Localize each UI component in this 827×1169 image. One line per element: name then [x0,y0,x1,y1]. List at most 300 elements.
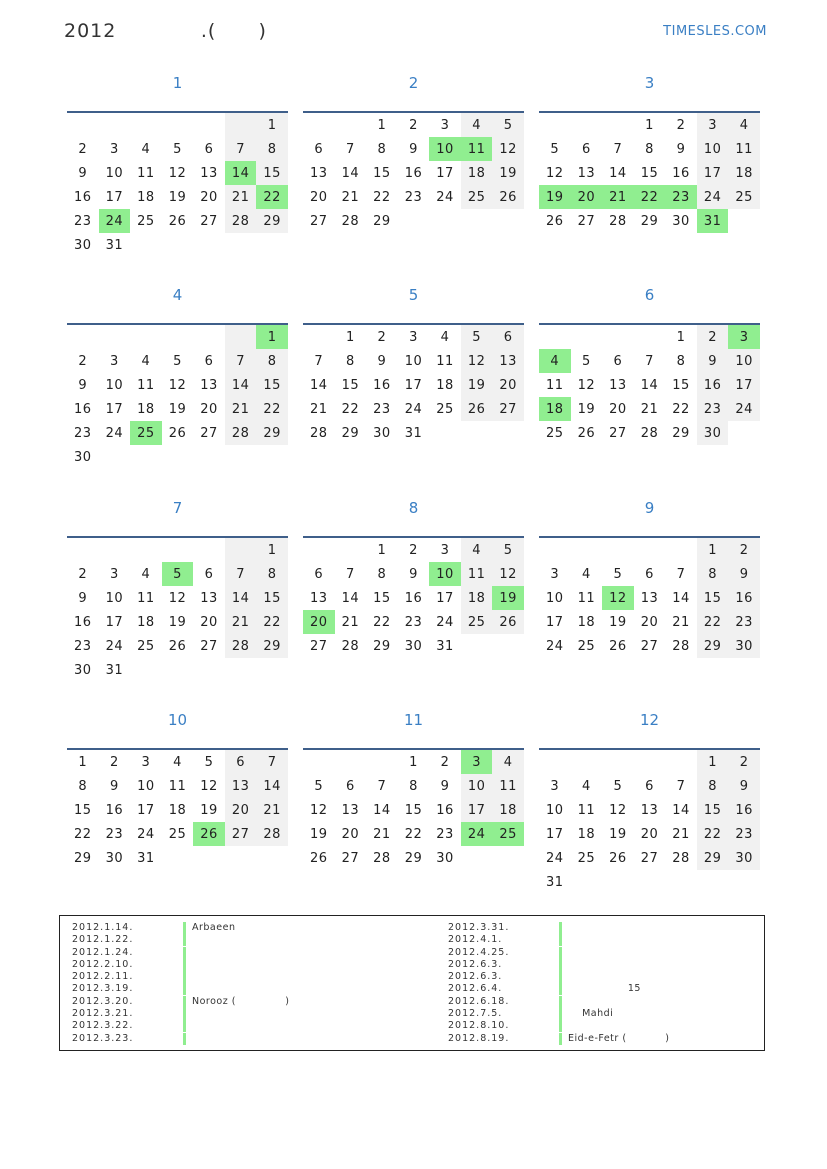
day-cell: 13 [577,165,596,181]
empty-day-cell [539,325,571,349]
event-name: Mahdi [568,1008,614,1020]
day-cell: 4 [440,329,450,345]
empty-day-cell [634,325,666,349]
day-cell: 29 [373,638,391,654]
empty-day-cell [130,445,162,469]
day-cell: 26 [168,213,187,229]
holiday-marker [183,947,186,959]
empty-day-cell [193,538,225,562]
empty-day-cell [665,750,697,774]
day-cell: 26 [577,425,596,441]
day-cell: 25 [461,185,493,209]
empty-day-cell [130,233,162,257]
day-cell: 23 [74,638,92,654]
day-cell: 18 [137,614,155,630]
day-cell: 1 [78,754,88,770]
day-cell: 22 [256,610,288,634]
day-cell: 15 [672,377,690,393]
day-cell: 8 [377,566,387,582]
day-cell: 10 [137,778,155,794]
day-cell: 18 [137,401,155,417]
day-cell: 2 [109,754,119,770]
day-cell: 5 [613,566,623,582]
day-cell: 24 [137,826,155,842]
month-name: 6 [644,286,655,304]
day-cell: 8 [256,137,288,161]
day-cell: 9 [109,778,119,794]
day-cell: 4 [141,566,151,582]
empty-day-cell [225,846,257,870]
event-row [72,947,412,959]
day-cell: 12 [492,137,524,161]
day-cell: 12 [168,377,187,393]
holiday-marker [559,971,562,983]
month-grid [303,536,524,658]
day-cell: 12 [577,377,596,393]
day-cell: 20 [200,614,218,630]
day-cell: 3 [109,566,119,582]
day-cell: 16 [404,590,423,606]
day-cell: 2 [377,329,387,345]
empty-day-cell [99,538,131,562]
empty-day-cell [99,445,131,469]
event-row [72,996,412,1008]
day-cell: 13 [609,377,627,393]
empty-day-cell [539,113,571,137]
day-cell: 21 [256,798,288,822]
event-row [72,1020,412,1032]
day-cell: 27 [310,638,328,654]
event-date: 2012.3.21. [72,1008,134,1020]
day-cell: 23 [728,610,760,634]
day-cell: 16 [105,802,124,818]
day-cell: 3 [697,113,729,137]
month-grid [67,536,288,682]
day-cell: 8 [676,353,686,369]
day-cell: 13 [341,802,360,818]
day-cell: 11 [137,165,155,181]
day-cell: 26 [609,638,627,654]
event-name: Eid-e-Fetr ( ) [568,1032,670,1044]
holiday-marker [559,1008,562,1020]
empty-day-cell [193,445,225,469]
empty-day-cell [602,113,634,137]
event-date: 2012.2.11. [72,971,134,983]
empty-day-cell [429,421,461,445]
day-cell: 29 [697,634,729,658]
day-cell: 28 [256,822,288,846]
holiday-marker [183,959,186,971]
day-cell: 9 [78,377,88,393]
day-cell: 15 [74,802,92,818]
day-cell: 13 [225,774,257,798]
holiday-marker [183,983,186,995]
day-cell: 27 [640,638,659,654]
day-cell: 19 [168,614,187,630]
day-cell: 15 [697,798,729,822]
day-cell: 22 [256,397,288,421]
day-cell: 17 [461,798,493,822]
day-cell: 31 [105,237,124,253]
day-cell: 24 [105,638,124,654]
empty-day-cell [130,658,162,682]
day-cell: 24 [461,822,493,846]
holiday-marker [559,959,562,971]
day-cell: 29 [256,421,288,445]
empty-day-cell [571,113,603,137]
day-cell: 30 [436,850,454,866]
day-cell: 11 [436,353,454,369]
day-cell: 20 [609,401,627,417]
day-cell: 27 [200,425,218,441]
empty-day-cell [492,209,524,233]
day-cell: 9 [78,590,88,606]
event-row [448,1020,788,1032]
month-name: 8 [408,499,419,517]
site-link[interactable]: TIMESLES.COM [663,24,767,39]
day-cell: 29 [256,209,288,233]
month-grid [303,111,524,233]
empty-day-cell [130,538,162,562]
day-cell: 28 [609,213,627,229]
empty-day-cell [634,750,666,774]
day-cell: 22 [74,826,92,842]
day-cell: 24 [105,425,124,441]
day-cell: 4 [461,113,493,137]
day-cell: 11 [168,778,187,794]
day-cell: 12 [602,586,634,610]
day-cell: 31 [697,209,729,233]
day-cell: 9 [409,566,418,582]
day-cell: 18 [492,798,524,822]
event-date: 2012.2.10. [72,958,134,970]
empty-day-cell [99,325,131,349]
empty-day-cell [303,750,335,774]
event-row [448,922,788,934]
day-cell: 6 [204,566,214,582]
empty-day-cell [303,538,335,562]
day-cell: 1 [645,117,654,133]
holiday-marker [559,1020,562,1032]
day-cell: 7 [377,778,387,794]
day-cell: 3 [550,778,560,794]
day-cell: 30 [105,850,124,866]
day-cell: 25 [577,850,596,866]
events-list [59,915,765,1051]
day-cell: 31 [404,425,423,441]
day-cell: 20 [200,189,218,205]
empty-day-cell [728,421,760,445]
event-name: Norooz ( ) [192,995,290,1007]
day-cell: 18 [728,161,760,185]
day-cell: 4 [173,754,182,770]
day-cell: 20 [310,189,328,205]
empty-day-cell [571,750,603,774]
month-name: 10 [167,711,188,729]
empty-day-cell [492,634,524,658]
empty-day-cell [461,209,493,233]
day-cell: 21 [640,401,659,417]
event-date: 2012.7.5. [448,1008,503,1020]
event-row [448,971,788,983]
empty-day-cell [461,634,493,658]
day-cell: 27 [341,850,360,866]
day-cell: 12 [609,802,627,818]
day-cell: 13 [200,377,218,393]
day-cell: 19 [609,614,627,630]
day-cell: 26 [461,397,493,421]
day-cell: 29 [672,425,690,441]
empty-day-cell [398,209,430,233]
day-cell: 22 [256,185,288,209]
day-cell: 22 [341,401,360,417]
empty-day-cell [162,113,194,137]
empty-day-cell [67,113,99,137]
day-cell: 23 [74,425,92,441]
day-cell: 16 [697,373,729,397]
day-cell: 6 [492,325,524,349]
day-cell: 27 [577,213,596,229]
event-date: 2012.4.25. [448,946,510,958]
day-cell: 2 [676,117,686,133]
day-cell: 4 [141,141,151,157]
empty-day-cell [256,445,288,469]
day-cell: 25 [461,610,493,634]
day-cell: 24 [546,638,564,654]
empty-day-cell [225,445,257,469]
day-cell: 9 [377,353,387,369]
day-cell: 4 [492,750,524,774]
month-grid [67,748,288,870]
day-cell: 21 [602,185,634,209]
day-cell: 15 [404,802,423,818]
day-cell: 3 [440,117,450,133]
empty-day-cell [162,846,194,870]
day-cell: 26 [546,213,564,229]
day-cell: 12 [492,562,524,586]
day-cell: 3 [550,566,560,582]
day-cell: 10 [105,377,124,393]
event-row [448,996,788,1008]
day-cell: 5 [492,113,524,137]
event-date: 2012.3.19. [72,983,134,995]
day-cell: 2 [728,538,760,562]
day-cell: 26 [492,610,524,634]
day-cell: 14 [256,774,288,798]
day-cell: 8 [697,774,729,798]
day-cell: 20 [200,401,218,417]
event-date: 2012.4.1. [448,934,503,946]
day-cell: 5 [204,754,214,770]
day-cell: 19 [200,802,218,818]
day-cell: 6 [645,778,654,794]
day-cell: 21 [373,826,391,842]
event-date: 2012.3.23. [72,1032,134,1044]
event-row [448,1033,788,1045]
day-cell: 15 [697,586,729,610]
day-cell: 6 [225,750,257,774]
empty-day-cell [697,870,729,894]
day-cell: 2 [78,141,88,157]
day-cell: 4 [461,538,493,562]
day-cell: 7 [225,562,257,586]
day-cell: 15 [341,377,360,393]
day-cell: 3 [440,542,450,558]
day-cell: 27 [225,822,257,846]
day-cell: 19 [609,826,627,842]
day-cell: 9 [728,562,760,586]
day-cell: 8 [345,353,355,369]
day-cell: 28 [640,425,659,441]
day-cell: 13 [310,590,328,606]
day-cell: 9 [676,141,686,157]
empty-day-cell [539,538,571,562]
day-cell: 20 [571,185,603,209]
empty-day-cell [461,846,493,870]
holiday-marker [183,1020,186,1032]
empty-day-cell [602,870,634,894]
day-cell: 12 [546,165,564,181]
day-cell: 4 [141,353,151,369]
day-cell: 4 [728,113,760,137]
day-cell: 31 [436,638,454,654]
empty-day-cell [162,658,194,682]
day-cell: 15 [373,165,391,181]
day-cell: 23 [105,826,124,842]
day-cell: 13 [200,590,218,606]
day-cell: 5 [550,141,560,157]
empty-day-cell [67,538,99,562]
event-row [72,971,412,983]
day-cell: 23 [74,213,92,229]
day-cell: 7 [345,566,355,582]
day-cell: 4 [581,566,591,582]
day-cell: 27 [200,213,218,229]
day-cell: 18 [577,614,596,630]
day-cell: 26 [310,850,328,866]
day-cell: 17 [436,590,454,606]
empty-day-cell [539,750,571,774]
empty-day-cell [162,325,194,349]
day-cell: 17 [404,377,423,393]
day-cell: 31 [105,662,124,678]
empty-day-cell [366,750,398,774]
holiday-marker [183,1033,186,1045]
day-cell: 24 [728,397,760,421]
month-name: 11 [403,711,424,729]
month-grid [539,111,760,233]
empty-day-cell [602,325,634,349]
event-row [448,983,788,995]
day-cell: 9 [728,774,760,798]
day-cell: 10 [429,137,461,161]
day-cell: 29 [74,850,92,866]
day-cell: 2 [78,353,88,369]
day-cell: 13 [200,165,218,181]
day-cell: 11 [728,137,760,161]
day-cell: 8 [78,778,88,794]
day-cell: 1 [256,538,288,562]
empty-day-cell [256,233,288,257]
day-cell: 7 [345,141,355,157]
empty-day-cell [193,113,225,137]
day-cell: 10 [461,774,493,798]
day-cell: 25 [492,822,524,846]
day-cell: 21 [341,189,360,205]
month-grid [539,748,760,894]
day-cell: 29 [341,425,360,441]
day-cell: 5 [461,325,493,349]
month-grid [67,323,288,469]
empty-day-cell [225,233,257,257]
events-column-left [72,922,412,1045]
day-cell: 7 [314,353,324,369]
day-cell: 8 [409,778,418,794]
day-cell: 10 [429,562,461,586]
holiday-marker [559,996,562,1008]
event-date: 2012.3.22. [72,1020,134,1032]
day-cell: 5 [613,778,623,794]
empty-day-cell [335,538,367,562]
day-cell: 11 [461,137,493,161]
day-cell: 10 [105,165,124,181]
day-cell: 22 [697,822,729,846]
day-cell: 5 [162,562,194,586]
empty-day-cell [728,870,760,894]
day-cell: 9 [440,778,450,794]
event-name: Arbaeen [192,922,236,933]
empty-day-cell [193,233,225,257]
day-cell: 21 [672,826,690,842]
day-cell: 1 [377,542,387,558]
day-cell: 8 [377,141,387,157]
day-cell: 6 [613,353,623,369]
empty-day-cell [665,538,697,562]
day-cell: 17 [105,401,124,417]
day-cell: 2 [440,754,450,770]
day-cell: 28 [672,638,690,654]
day-cell: 20 [640,826,659,842]
day-cell: 24 [436,614,454,630]
day-cell: 18 [461,586,493,610]
day-cell: 15 [256,586,288,610]
day-cell: 14 [640,377,659,393]
day-cell: 11 [577,590,596,606]
day-cell: 8 [256,562,288,586]
day-cell: 6 [345,778,355,794]
day-cell: 28 [310,425,328,441]
day-cell: 27 [609,425,627,441]
day-cell: 31 [546,874,564,890]
holiday-marker [183,996,186,1008]
holiday-marker [559,934,562,946]
day-cell: 16 [74,189,92,205]
day-cell: 22 [634,185,666,209]
day-cell: 5 [173,353,182,369]
day-cell: 3 [461,750,493,774]
event-date: 2012.1.24. [72,946,134,958]
day-cell: 14 [225,373,257,397]
day-cell: 2 [697,325,729,349]
month-grid [303,748,524,870]
day-cell: 23 [697,397,729,421]
day-cell: 28 [225,634,257,658]
empty-day-cell [162,445,194,469]
month-grid [303,323,524,445]
empty-day-cell [130,113,162,137]
month-grid [67,111,288,257]
empty-day-cell [571,870,603,894]
